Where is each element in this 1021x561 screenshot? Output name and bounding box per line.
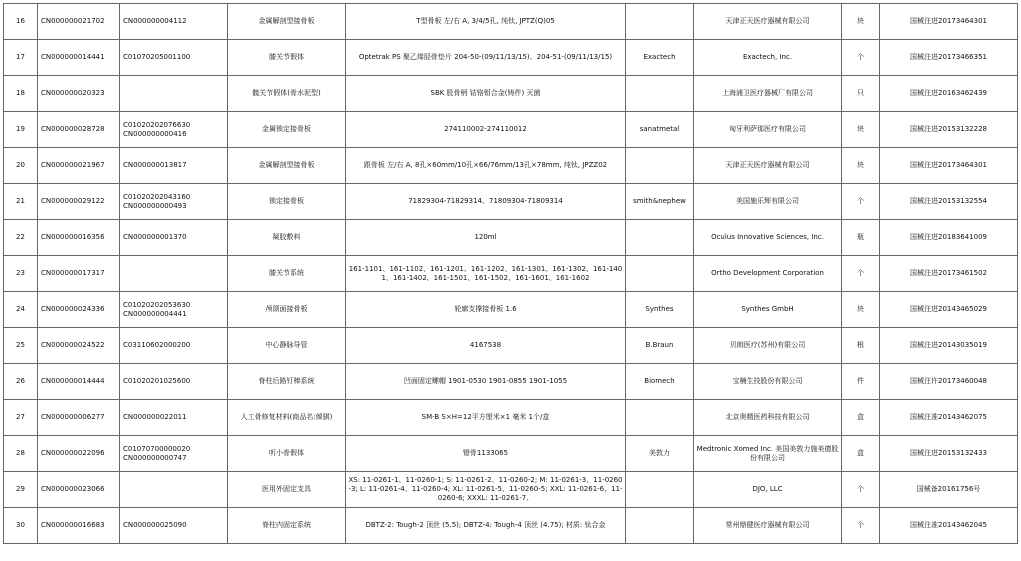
category-code-cell — [120, 364, 228, 400]
category-code-cell — [120, 40, 228, 76]
table-body — [4, 4, 1018, 544]
specification-cell: 镫骨1133065 — [346, 436, 626, 472]
product-name-cell: 人工骨修复材料(商品名:倾骐) — [228, 400, 346, 436]
brand-cell — [626, 76, 694, 112]
unit-cell: 块 — [842, 4, 880, 40]
product-code-cell: CN000000028728 — [38, 112, 120, 148]
unit-cell: 个 — [842, 472, 880, 508]
row-number-cell: 26 — [4, 364, 38, 400]
table-row — [4, 292, 1018, 328]
category-code-line: C01020202076630 — [123, 120, 191, 129]
manufacturer-cell: 天津正天医疗器械有限公司 — [694, 4, 842, 40]
category-code-cell — [120, 4, 228, 40]
registration-number-cell: 国械备20161756号 — [880, 472, 1018, 508]
product-code-cell: CN000000024336 — [38, 292, 120, 328]
manufacturer-cell: 宝楠生技股份有限公司 — [694, 364, 842, 400]
category-code-line: CN000000000493 — [123, 201, 187, 210]
category-code-cell — [120, 112, 228, 148]
table-row — [4, 436, 1018, 472]
manufacturer-cell: 匈牙利萨那医疗有限公司 — [694, 112, 842, 148]
product-name-cell: 锁定接骨板 — [228, 184, 346, 220]
row-number-cell: 29 — [4, 472, 38, 508]
product-name-cell: 颅颌面接骨板 — [228, 292, 346, 328]
manufacturer-cell: 北京奥精医药科技有限公司 — [694, 400, 842, 436]
category-code-line: CN000000004112 — [123, 17, 187, 25]
table-row — [4, 220, 1018, 256]
registration-number-cell: 国械注准20143462045 — [880, 508, 1018, 544]
unit-cell: 瓶 — [842, 220, 880, 256]
row-number-cell: 23 — [4, 256, 38, 292]
row-number-cell: 28 — [4, 436, 38, 472]
registration-number-cell: 国械注许20173460048 — [880, 364, 1018, 400]
row-number-cell: 20 — [4, 148, 38, 184]
table-row — [4, 148, 1018, 184]
category-code-line: C03110602000200 — [123, 341, 191, 349]
table-row — [4, 328, 1018, 364]
brand-cell — [626, 4, 694, 40]
brand-cell: Exactech — [626, 40, 694, 76]
brand-cell — [626, 256, 694, 292]
category-code-cell — [120, 220, 228, 256]
brand-cell — [626, 148, 694, 184]
unit-cell: 盒 — [842, 400, 880, 436]
table-row — [4, 4, 1018, 40]
product-name-cell: 听小骨假体 — [228, 436, 346, 472]
category-code-line: CN000000022011 — [123, 413, 187, 421]
specification-cell: 跟骨板 左/右 A, 8孔×60mm/10孔×66/76mm/13孔×78mm, 纯钛, JPZZ02 — [346, 148, 626, 184]
registration-number-cell: 国械注进20163462439 — [880, 76, 1018, 112]
table-row — [4, 40, 1018, 76]
product-name-cell: 凝胶敷料 — [228, 220, 346, 256]
category-code-cell — [120, 256, 228, 292]
category-code-line: CN000000004441 — [123, 309, 187, 318]
unit-cell: 块 — [842, 148, 880, 184]
row-number-cell: 27 — [4, 400, 38, 436]
manufacturer-cell: 上海浦卫医疗器械厂有限公司 — [694, 76, 842, 112]
specification-cell: SBK 股骨柄 钴铬钼合金(铸件) 灭菌 — [346, 76, 626, 112]
unit-cell: 根 — [842, 328, 880, 364]
table-row — [4, 76, 1018, 112]
specification-cell: SM-B S×H=12平方厘米×1 毫米 1个/盒 — [346, 400, 626, 436]
brand-cell — [626, 508, 694, 544]
manufacturer-cell: 贝朗医疗(苏州)有限公司 — [694, 328, 842, 364]
category-code-cell — [120, 328, 228, 364]
product-code-cell: CN000000014441 — [38, 40, 120, 76]
product-code-cell: CN000000014444 — [38, 364, 120, 400]
registration-number-cell: 国械注进20173466351 — [880, 40, 1018, 76]
brand-cell — [626, 220, 694, 256]
registration-number-cell: 国械注进20153132554 — [880, 184, 1018, 220]
brand-cell — [626, 400, 694, 436]
category-code-line: C01020202043160 — [123, 192, 191, 201]
category-code-line: C01070205001100 — [123, 53, 191, 61]
product-code-cell: CN000000024522 — [38, 328, 120, 364]
registration-number-cell: 国械注进20183641009 — [880, 220, 1018, 256]
product-code-cell: CN000000021967 — [38, 148, 120, 184]
unit-cell: 只 — [842, 76, 880, 112]
category-code-cell — [120, 400, 228, 436]
product-name-cell: 膝关节系统 — [228, 256, 346, 292]
brand-cell: sanatmetal — [626, 112, 694, 148]
category-code-line: CN000000001370 — [123, 233, 187, 241]
manufacturer-cell: Synthes GmbH — [694, 292, 842, 328]
brand-cell: Biomech — [626, 364, 694, 400]
row-number-cell: 30 — [4, 508, 38, 544]
unit-cell: 块 — [842, 292, 880, 328]
brand-cell: smith&nephew — [626, 184, 694, 220]
row-number-cell: 18 — [4, 76, 38, 112]
specification-cell: XS: 11-0261-1、11-0260-1; S: 11-0261-2、11-0260-2; M: 11-0261-3、11-0260-3; L: 11-0261-4、11-0260-4; XL: 11-0261-5、11-0260-5; XXL: 11-0261-6、11-0260-6; XXXL: 11-0261-7、 — [346, 472, 626, 508]
category-code-cell — [120, 472, 228, 508]
product-code-cell: CN000000017317 — [38, 256, 120, 292]
category-code-line: C01020201025600 — [123, 377, 191, 385]
product-name-cell: 金属锁定接骨板 — [228, 112, 346, 148]
row-number-cell: 21 — [4, 184, 38, 220]
row-number-cell: 24 — [4, 292, 38, 328]
manufacturer-cell: DJO, LLC — [694, 472, 842, 508]
category-code-line: CN000000000747 — [123, 453, 187, 462]
category-code-line: CN000000013817 — [123, 161, 187, 169]
row-number-cell: 25 — [4, 328, 38, 364]
manufacturer-cell: Medtronic Xomed Inc. 美国美敦力施美德股份有限公司 — [694, 436, 842, 472]
product-code-cell: CN000000006277 — [38, 400, 120, 436]
unit-cell: 个 — [842, 184, 880, 220]
specification-cell: DBTZ-2: Tough-2 顶丝 (5.5); DBTZ-4: Tough-4 顶丝 (4.75); 材质: 钛合金 — [346, 508, 626, 544]
unit-cell: 个 — [842, 508, 880, 544]
brand-cell: B.Braun — [626, 328, 694, 364]
product-name-cell: 医用外固定支具 — [228, 472, 346, 508]
product-name-cell: 金属解剖型接骨板 — [228, 4, 346, 40]
manufacturer-cell: 常州鼎健医疗器械有限公司 — [694, 508, 842, 544]
manufacturer-cell: 天津正天医疗器械有限公司 — [694, 148, 842, 184]
category-code-line: CN000000025090 — [123, 521, 187, 529]
table-row — [4, 112, 1018, 148]
brand-cell: Synthes — [626, 292, 694, 328]
category-code-cell — [120, 76, 228, 112]
product-code-cell: CN000000029122 — [38, 184, 120, 220]
table-row — [4, 400, 1018, 436]
category-code-line: CN000000000416 — [123, 129, 187, 138]
registration-number-cell: 国械注进20143465029 — [880, 292, 1018, 328]
product-name-cell: 脊柱内固定系统 — [228, 508, 346, 544]
category-code-cell — [120, 508, 228, 544]
specification-cell: 274110002-274110012 — [346, 112, 626, 148]
category-code-cell — [120, 436, 228, 472]
registration-number-cell: 国械注准20143462075 — [880, 400, 1018, 436]
product-name-cell: 脊柱后路钉棒系统 — [228, 364, 346, 400]
unit-cell: 件 — [842, 364, 880, 400]
specification-cell: 4167538 — [346, 328, 626, 364]
product-name-cell: 金属解剖型接骨板 — [228, 148, 346, 184]
unit-cell: 个 — [842, 256, 880, 292]
row-number-cell: 19 — [4, 112, 38, 148]
row-number-cell: 16 — [4, 4, 38, 40]
category-code-cell — [120, 292, 228, 328]
registration-number-cell: 国械注进20153132228 — [880, 112, 1018, 148]
row-number-cell: 17 — [4, 40, 38, 76]
registration-number-cell: 国械注进20173464301 — [880, 148, 1018, 184]
product-code-cell: CN000000021702 — [38, 4, 120, 40]
product-code-cell: CN000000016356 — [38, 220, 120, 256]
registration-number-cell: 国械注进20153132433 — [880, 436, 1018, 472]
specification-cell: 161-1101、161-1102、161-1201、161-1202、161-1301、161-1302、161-1401、161-1402、161-1501、161-1502、161-1601、161-1602 — [346, 256, 626, 292]
product-name-cell: 中心静脉导管 — [228, 328, 346, 364]
product-name-cell: 膝关节假体 — [228, 40, 346, 76]
category-code-cell — [120, 148, 228, 184]
brand-cell: 美敦力 — [626, 436, 694, 472]
specification-cell: 凹面固定螺帽 1901-0530 1901-0855 1901-1055 — [346, 364, 626, 400]
specification-cell: 120ml — [346, 220, 626, 256]
unit-cell: 盒 — [842, 436, 880, 472]
unit-cell: 个 — [842, 40, 880, 76]
table-row — [4, 256, 1018, 292]
specification-cell: 71829304-71829314、71809304-71809314 — [346, 184, 626, 220]
row-number-cell: 22 — [4, 220, 38, 256]
registration-number-cell: 国械注进20173464301 — [880, 4, 1018, 40]
product-name-cell: 髋关节假体(骨水泥型) — [228, 76, 346, 112]
manufacturer-cell: 美国施乐辉有限公司 — [694, 184, 842, 220]
brand-cell — [626, 472, 694, 508]
manufacturer-cell: Ortho Development Corporation — [694, 256, 842, 292]
category-code-line: C01070700000020 — [123, 444, 191, 453]
product-code-cell: CN000000020323 — [38, 76, 120, 112]
specification-cell: 轮廓支撑接骨板 1.6 — [346, 292, 626, 328]
registration-number-cell: 国械注进20143035019 — [880, 328, 1018, 364]
manufacturer-cell: Oculus Innovative Sciences, Inc. — [694, 220, 842, 256]
product-code-cell: CN000000022096 — [38, 436, 120, 472]
product-code-cell: CN000000016683 — [38, 508, 120, 544]
category-code-line: C01020202053630 — [123, 300, 191, 309]
table-row — [4, 184, 1018, 220]
product-code-cell: CN000000023066 — [38, 472, 120, 508]
unit-cell: 块 — [842, 112, 880, 148]
specification-cell: T型骨板 左/右 A, 3/4/5孔, 纯钛, JPTZ(Q)05 — [346, 4, 626, 40]
table-row — [4, 364, 1018, 400]
table-row — [4, 508, 1018, 544]
category-code-cell — [120, 184, 228, 220]
specification-cell: Optetrak PS 聚乙烯胫骨垫片 204-50-(09/11/13/15)、204-51-(09/11/13/15) — [346, 40, 626, 76]
device-table — [3, 3, 1018, 544]
manufacturer-cell: Exactech, Inc. — [694, 40, 842, 76]
table-row — [4, 472, 1018, 508]
registration-number-cell: 国械注进20173461502 — [880, 256, 1018, 292]
